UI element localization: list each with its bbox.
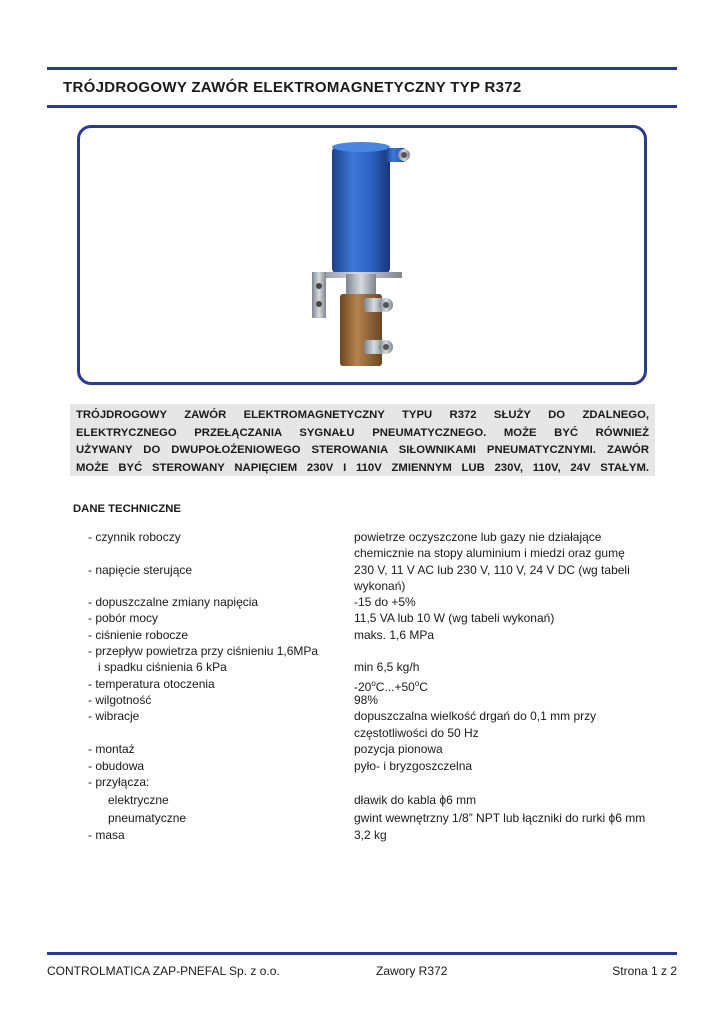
spec-label: - ciśnienie robocze	[88, 628, 189, 642]
temp-degree: o	[414, 679, 420, 688]
spec-value: 98%	[354, 693, 379, 707]
temp-degree: o	[371, 679, 376, 688]
intro-line: ELEKTRYCZNEGO PRZEŁĄCZANIA SYGNAŁU PNEUMATYCZNEGO. MOŻE BYĆ RÓWNIEŻ	[76, 426, 649, 439]
footer-rule	[47, 952, 677, 955]
spec-label: elektryczne	[88, 793, 169, 807]
spec-label: - pobór mocy	[88, 611, 159, 625]
spec-value: częstotliwości do 50 Hz	[354, 726, 479, 740]
intro-line: TRÓJDROGOWY ZAWÓR ELEKTROMAGNETYCZNY TYPU R372 SŁUŻY DO ZDALNEGO,	[76, 409, 649, 421]
spec-label: - obudowa	[88, 759, 145, 773]
spec-label: - napięcie sterujące	[88, 563, 193, 577]
coil-body	[332, 146, 390, 274]
spec-label: pneumatyczne	[88, 811, 187, 825]
spec-label: - masa	[88, 828, 125, 842]
temp-separator: ...	[384, 680, 395, 694]
footer-document: Zawory R372	[376, 964, 448, 978]
spec-label: - wilgotność	[88, 693, 152, 707]
section-title: DANE TECHNICZNE	[73, 503, 181, 515]
spec-value: dopuszczalna wielkość drgań do 0,1 mm przy	[354, 709, 597, 723]
intro-line: UŻYWANY DO DWUPOŁOŻENIOWEGO STEROWANIA SIŁOWNIKAMI PNEUMATYCZNYMI. ZAWÓR	[76, 444, 649, 457]
footer-page-number: Strona 1 z 2	[612, 964, 677, 978]
intro-description	[70, 404, 655, 476]
intro-line: MOŻE BYĆ STEROWANY NAPIĘCIEM 230V I 110V ZMIENNYM LUB 230V, 110V, 24V STAŁYM.	[76, 462, 649, 475]
title-underline	[47, 105, 677, 108]
spec-label: - montaż	[88, 742, 135, 756]
temp-unit: C	[375, 680, 385, 694]
spec-value: wykonań)	[354, 579, 406, 593]
spec-value: chemicznie na stopy aluminium i miedzi oraz gumę	[354, 546, 625, 560]
spec-value: pozycja pionowa	[354, 742, 443, 756]
spec-value: min 6,5 kg/h	[354, 660, 420, 674]
spec-label: - przyłącza:	[88, 775, 150, 789]
coil-top	[332, 142, 390, 152]
footer-company: CONTROLMATICA ZAP-PNEFAL Sp. z o.o.	[47, 964, 280, 978]
top-rule	[47, 67, 677, 70]
spec-label: i spadku ciśnienia 6 kPa	[88, 660, 227, 674]
spec-value: -15 do +5%	[354, 595, 416, 609]
spec-value: dławik do kabla ϕ6 mm	[354, 793, 477, 807]
spec-value: 3,2 kg	[354, 828, 387, 842]
spec-value: 11,5 VA lub 10 W (wg tabeli wykonań)	[354, 611, 555, 625]
spec-value: gwint wewnętrzny 1/8” NPT lub łączniki do rurki ϕ6 mm	[354, 811, 646, 825]
spec-value: pyło- i bryzgoszczelna	[354, 759, 473, 773]
spec-label: - przepływ powietrza przy ciśnieniu 1,6MPa	[88, 644, 319, 658]
page-title: TRÓJDROGOWY ZAWÓR ELEKTROMAGNETYCZNY TYP R372	[63, 79, 522, 96]
spec-label: - temperatura otoczenia	[88, 677, 215, 691]
spec-label: - czynnik roboczy	[88, 530, 181, 544]
product-photo-frame	[77, 125, 647, 385]
valve-image	[300, 136, 430, 371]
temp-unit: C	[419, 680, 428, 694]
temp-min: -20	[354, 680, 372, 694]
spec-label: - dopuszczalne zmiany napięcia	[88, 595, 259, 609]
spec-value: maks. 1,6 MPa	[354, 628, 435, 642]
spec-value: 230 V, 11 V AC lub 230 V, 110 V, 24 V DC (wg tabeli	[354, 563, 630, 577]
temp-max: +50	[394, 680, 415, 694]
spec-value: powietrze oczyszczone lub gazy nie działające	[354, 530, 602, 544]
spec-label: - wibracje	[88, 709, 140, 723]
